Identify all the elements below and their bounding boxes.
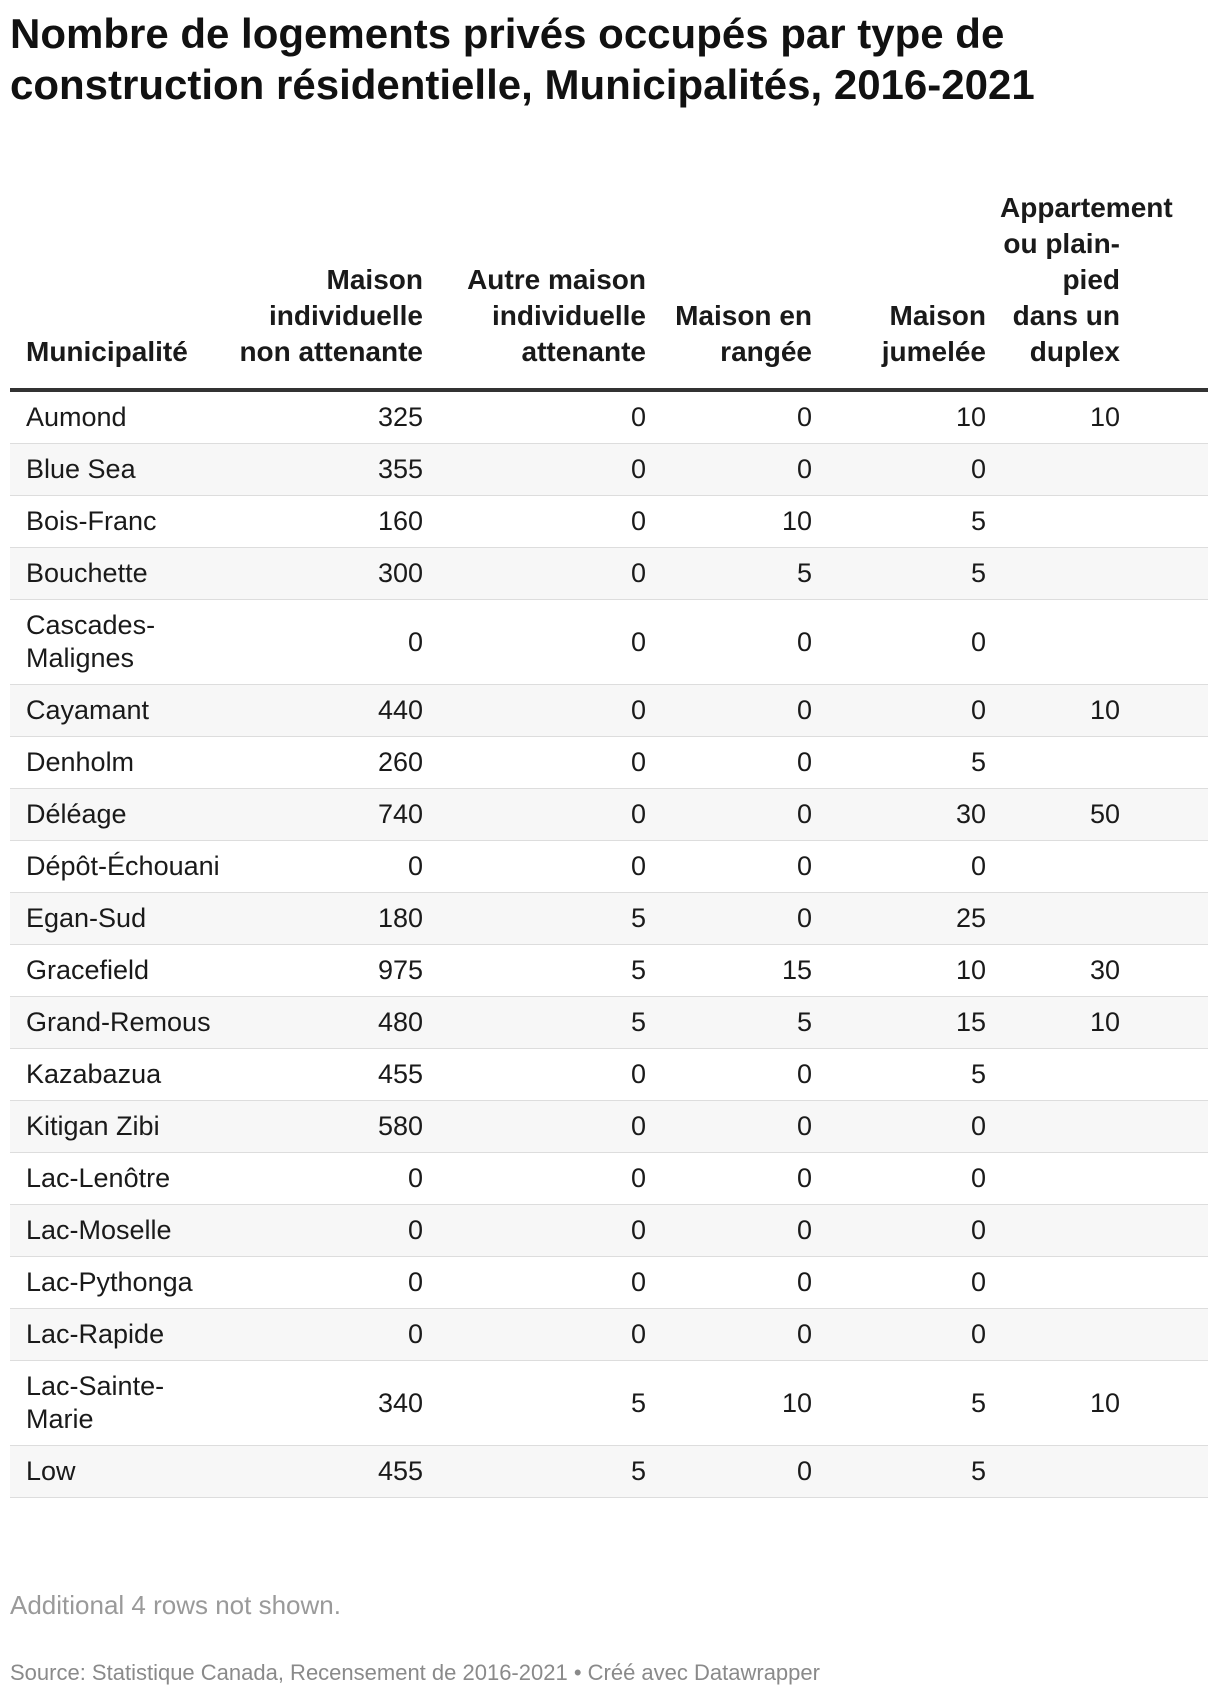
value-cell	[993, 1101, 1208, 1153]
value-cell: 260	[230, 737, 430, 789]
value-cell: 0	[819, 1205, 993, 1257]
data-table	[10, 190, 1208, 1498]
value-cell: 10	[653, 1361, 819, 1446]
table-row	[10, 496, 1208, 548]
table-row	[10, 841, 1208, 893]
value-cell: 0	[653, 841, 819, 893]
table-row	[10, 548, 1208, 600]
municipality-cell: Lac-Sainte-Marie	[10, 1361, 230, 1446]
table-row	[10, 945, 1208, 997]
municipality-cell: Egan-Sud	[10, 893, 230, 945]
value-cell: 5	[430, 945, 653, 997]
value-cell: 0	[653, 1049, 819, 1101]
value-cell: 0	[653, 737, 819, 789]
municipality-cell: Lac-Lenôtre	[10, 1153, 230, 1205]
municipality-cell: Bouchette	[10, 548, 230, 600]
table-header-row	[10, 190, 1208, 390]
value-cell	[993, 737, 1208, 789]
table-row	[10, 737, 1208, 789]
value-cell: 5	[819, 737, 993, 789]
value-cell: 0	[653, 1309, 819, 1361]
chart-title: Nombre de logements privés occupés par type de construction résidentielle, Municipalités, 2016-2021	[10, 10, 1035, 108]
value-cell: 300	[230, 548, 430, 600]
value-cell: 0	[819, 444, 993, 496]
value-cell	[993, 841, 1208, 893]
municipality-cell: Bois-Franc	[10, 496, 230, 548]
value-cell: 0	[819, 1153, 993, 1205]
value-cell: 25	[819, 893, 993, 945]
column-header-autre-maison-individuelle-attenante[interactable]: Autre maison individuelle attenante	[430, 190, 653, 390]
value-cell: 0	[430, 1153, 653, 1205]
municipality-cell: Aumond	[10, 390, 230, 444]
value-cell: 0	[430, 685, 653, 737]
source-credit: Source: Statistique Canada, Recensement de 2016-2021 • Créé avec Datawrapper	[10, 1660, 820, 1685]
value-cell: 325	[230, 390, 430, 444]
value-cell: 5	[430, 997, 653, 1049]
value-cell: 5	[819, 548, 993, 600]
municipality-cell: Denholm	[10, 737, 230, 789]
value-cell: 0	[653, 685, 819, 737]
value-cell: 0	[230, 1153, 430, 1205]
value-cell: 0	[653, 893, 819, 945]
table-row	[10, 444, 1208, 496]
table-row	[10, 1101, 1208, 1153]
value-cell: 975	[230, 945, 430, 997]
value-cell: 10	[993, 390, 1208, 444]
municipality-cell: Grand-Remous	[10, 997, 230, 1049]
table-row	[10, 893, 1208, 945]
value-cell: 5	[430, 1361, 653, 1446]
column-header-maison-en-rangee[interactable]: Maison en rangée	[653, 190, 819, 390]
value-cell: 440	[230, 685, 430, 737]
value-cell: 10	[993, 685, 1208, 737]
municipality-cell: Kazabazua	[10, 1049, 230, 1101]
municipality-cell: Gracefield	[10, 945, 230, 997]
value-cell	[993, 1446, 1208, 1498]
value-cell: 0	[430, 1101, 653, 1153]
value-cell: 15	[819, 997, 993, 1049]
value-cell	[993, 1049, 1208, 1101]
table-row	[10, 600, 1208, 685]
data-table-container	[10, 190, 1208, 1570]
municipality-cell: Low	[10, 1446, 230, 1498]
value-cell: 0	[230, 1205, 430, 1257]
table-row	[10, 1205, 1208, 1257]
value-cell: 0	[430, 600, 653, 685]
value-cell: 0	[430, 548, 653, 600]
value-cell	[993, 600, 1208, 685]
table-row	[10, 1446, 1208, 1498]
value-cell	[993, 1257, 1208, 1309]
value-cell: 0	[430, 1205, 653, 1257]
value-cell: 0	[230, 1309, 430, 1361]
value-cell: 0	[430, 789, 653, 841]
value-cell: 0	[653, 600, 819, 685]
value-cell: 0	[653, 1257, 819, 1309]
value-cell	[993, 1309, 1208, 1361]
value-cell	[993, 893, 1208, 945]
value-cell: 30	[993, 945, 1208, 997]
value-cell: 0	[653, 1101, 819, 1153]
table-row	[10, 1049, 1208, 1101]
value-cell: 455	[230, 1446, 430, 1498]
value-cell: 10	[993, 997, 1208, 1049]
table-row	[10, 1153, 1208, 1205]
table-body	[10, 390, 1208, 1498]
column-header-municipalite[interactable]: Municipalité	[10, 190, 230, 390]
municipality-cell: Cayamant	[10, 685, 230, 737]
value-cell: 5	[653, 548, 819, 600]
value-cell: 10	[819, 390, 993, 444]
value-cell: 0	[653, 1205, 819, 1257]
table-row	[10, 1257, 1208, 1309]
value-cell: 0	[819, 600, 993, 685]
value-cell: 0	[230, 841, 430, 893]
table-row	[10, 685, 1208, 737]
value-cell: 180	[230, 893, 430, 945]
rows-hidden-note: Additional 4 rows not shown.	[10, 1590, 341, 1620]
value-cell: 0	[653, 1153, 819, 1205]
value-cell: 455	[230, 1049, 430, 1101]
municipality-cell: Lac-Moselle	[10, 1205, 230, 1257]
value-cell: 10	[819, 945, 993, 997]
table-row	[10, 1309, 1208, 1361]
table-row	[10, 390, 1208, 444]
municipality-cell: Blue Sea	[10, 444, 230, 496]
value-cell: 160	[230, 496, 430, 548]
table-row	[10, 997, 1208, 1049]
municipality-cell: Lac-Rapide	[10, 1309, 230, 1361]
table-row	[10, 789, 1208, 841]
value-cell: 0	[230, 1257, 430, 1309]
value-cell: 5	[430, 1446, 653, 1498]
value-cell: 0	[819, 685, 993, 737]
value-cell	[993, 496, 1208, 548]
value-cell: 5	[819, 1361, 993, 1446]
value-cell: 0	[819, 1257, 993, 1309]
value-cell: 0	[819, 841, 993, 893]
value-cell: 340	[230, 1361, 430, 1446]
value-cell: 0	[430, 1257, 653, 1309]
table-row	[10, 1361, 1208, 1446]
municipality-cell: Cascades-Malignes	[10, 600, 230, 685]
value-cell: 480	[230, 997, 430, 1049]
value-cell: 0	[430, 841, 653, 893]
value-cell: 10	[993, 1361, 1208, 1446]
value-cell: 5	[819, 1446, 993, 1498]
value-cell: 0	[653, 1446, 819, 1498]
value-cell	[993, 1205, 1208, 1257]
value-cell	[993, 548, 1208, 600]
value-cell: 5	[430, 893, 653, 945]
value-cell: 5	[653, 997, 819, 1049]
value-cell: 10	[653, 496, 819, 548]
value-cell: 5	[819, 1049, 993, 1101]
value-cell	[993, 444, 1208, 496]
value-cell: 355	[230, 444, 430, 496]
value-cell: 0	[430, 737, 653, 789]
column-header-maison-jumelee[interactable]: Maison jumelée	[819, 190, 993, 390]
column-header-maison-individuelle-non-attenante[interactable]: Maison individuelle non attenante	[230, 190, 430, 390]
value-cell	[993, 1153, 1208, 1205]
value-cell: 30	[819, 789, 993, 841]
value-cell: 0	[430, 1049, 653, 1101]
value-cell: 0	[653, 789, 819, 841]
value-cell: 740	[230, 789, 430, 841]
value-cell: 0	[430, 444, 653, 496]
value-cell: 15	[653, 945, 819, 997]
value-cell: 5	[819, 496, 993, 548]
value-cell: 0	[653, 390, 819, 444]
value-cell: 0	[230, 600, 430, 685]
value-cell: 0	[819, 1101, 993, 1153]
municipality-cell: Déléage	[10, 789, 230, 841]
municipality-cell: Lac-Pythonga	[10, 1257, 230, 1309]
value-cell: 50	[993, 789, 1208, 841]
municipality-cell: Dépôt-Échouani	[10, 841, 230, 893]
value-cell: 0	[430, 496, 653, 548]
value-cell: 0	[819, 1309, 993, 1361]
value-cell: 0	[653, 444, 819, 496]
municipality-cell: Kitigan Zibi	[10, 1101, 230, 1153]
value-cell: 0	[430, 1309, 653, 1361]
value-cell: 0	[430, 390, 653, 444]
value-cell: 580	[230, 1101, 430, 1153]
column-header-appartement-duplex[interactable]: Appartement ou plain-pied dans un duplex	[993, 190, 1208, 390]
